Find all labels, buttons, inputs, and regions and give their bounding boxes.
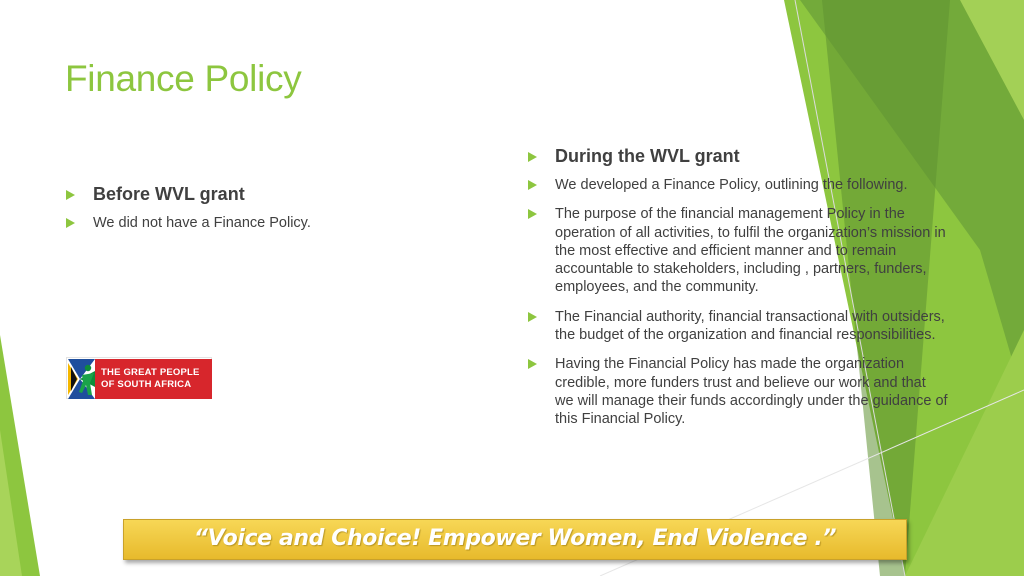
slogan-banner xyxy=(123,519,907,560)
before-grant-list xyxy=(66,184,396,232)
list-item xyxy=(528,308,948,345)
list-item xyxy=(528,176,948,194)
during-grant-heading-item xyxy=(528,146,948,176)
logo-line-2: OF SOUTH AFRICA xyxy=(101,378,192,390)
triangle-right-icon xyxy=(66,190,75,200)
list-item-text: The Financial authority, financial transactional with outsiders, the budget of the organization and financial responsibilities. xyxy=(555,308,945,344)
list-item-text: We developed a Finance Policy, outlining the following. xyxy=(555,177,908,193)
logo-wordmark xyxy=(95,359,212,399)
triangle-right-icon xyxy=(528,209,537,219)
great-people-logo xyxy=(66,357,212,399)
slogan-text: “Voice and Choice! Empower Women, End Violence .” xyxy=(193,526,837,551)
list-item xyxy=(528,355,948,428)
list-item xyxy=(66,214,396,232)
list-item-text: Having the Financial Policy has made the organization credible, more funders trust and believe our work and that we will manage their funds accordingly under the guidance of this Financial Policy. xyxy=(555,356,948,428)
list-item xyxy=(528,205,948,296)
triangle-right-icon xyxy=(528,359,537,369)
south-africa-figure-icon xyxy=(68,359,95,399)
during-grant-list xyxy=(528,146,948,440)
slide-title: Finance Policy xyxy=(65,58,302,99)
list-item-text: We did not have a Finance Policy. xyxy=(93,215,311,231)
logo-line-1: THE GREAT PEOPLE xyxy=(101,367,200,378)
triangle-right-icon xyxy=(528,312,537,322)
before-grant-heading-item xyxy=(66,184,396,214)
triangle-right-icon xyxy=(528,152,537,162)
triangle-right-icon xyxy=(528,180,537,190)
list-item-text: The purpose of the financial management Policy in the operation of all activities, to fulfil the organization’s mission in the most effective and efficient manner and to remain accountable to stakeholders, including , partners, funders, employees, and the community. xyxy=(555,206,946,296)
triangle-right-icon xyxy=(66,218,75,228)
during-grant-heading: During the WVL grant xyxy=(555,146,740,166)
before-grant-heading: Before WVL grant xyxy=(93,184,245,204)
